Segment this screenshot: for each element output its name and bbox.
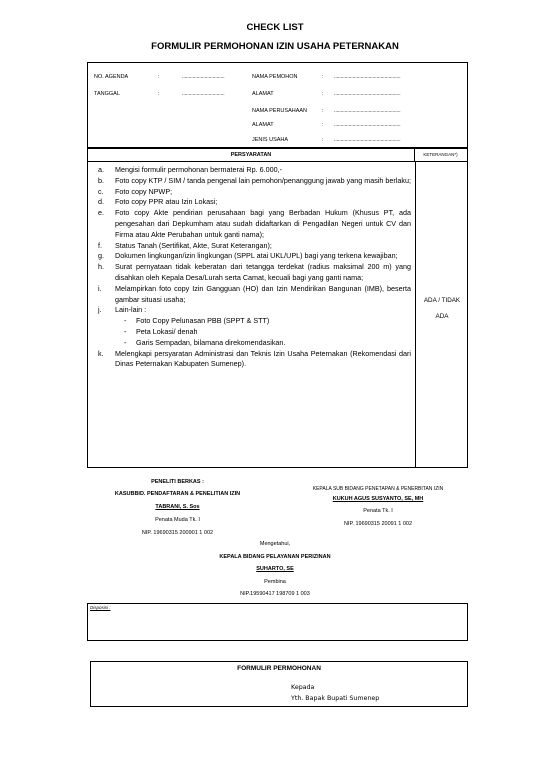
company-address-colon: :	[322, 122, 324, 128]
requirement-item	[98, 349, 411, 371]
date-field[interactable]: ................................	[182, 91, 225, 97]
requirement-letter: a.	[98, 165, 104, 174]
business-type-field[interactable]: ..................................................	[334, 137, 401, 143]
requirement-sub-item	[98, 338, 411, 349]
requirement-item	[98, 208, 411, 240]
sub-item-dash: -	[124, 326, 127, 336]
requirement-text: Foto copy NPWP;	[115, 186, 173, 196]
requirement-item	[98, 284, 411, 306]
requirement-letter: d.	[98, 197, 104, 207]
issuance-head-rank: Penata Tk. I	[363, 508, 393, 514]
applicant-address-label: ALAMAT	[252, 91, 274, 97]
sub-item-text: Garis Sempadan, bilamana direkomendasikan.	[136, 337, 286, 347]
requirement-text: Foto copy PPR atau Izin Lokasi;	[115, 197, 218, 207]
requirement-item	[98, 187, 411, 198]
recipient-to: Kepada	[291, 684, 315, 691]
company-name-colon: :	[322, 108, 324, 114]
company-name-field[interactable]: ..................................................	[334, 108, 401, 114]
keterangan-value-2: ADA	[435, 313, 449, 320]
sub-item-dash: -	[124, 316, 127, 326]
requirement-letter: h.	[98, 262, 104, 272]
requirement-letter: f.	[98, 240, 102, 250]
requirement-item	[98, 241, 411, 252]
researcher-nip: NIP. 19690315 200901 1 002	[141, 530, 214, 536]
requirement-letter: c.	[98, 186, 104, 196]
date-colon: :	[158, 91, 160, 97]
company-address-label: ALAMAT	[252, 122, 274, 128]
date-label: TANGGAL	[94, 91, 120, 97]
licensing-head-name: SUHARTO, SE	[256, 566, 294, 572]
requirement-sub-item	[98, 316, 411, 327]
applicant-address-colon: :	[322, 91, 324, 97]
applicant-address-field[interactable]: ..................................................	[334, 91, 401, 97]
requirement-item	[98, 176, 411, 187]
requirement-letter: e.	[98, 208, 104, 218]
requirements-list	[98, 165, 411, 370]
requirement-item	[98, 197, 411, 208]
applicant-name-label: NAMA PEMOHON	[252, 74, 298, 80]
company-address-field[interactable]: ..................................................	[334, 122, 401, 128]
requirement-item	[98, 165, 411, 176]
issuance-head-name: KUKUH AGUS SUSYANTO, SE, MH	[332, 496, 424, 502]
agenda-number-field[interactable]: ................................	[182, 74, 225, 80]
agenda-number-colon: :	[158, 74, 160, 80]
licensing-head-position: KEPALA BIDANG PELAYANAN PERIZINAN	[219, 554, 331, 560]
sub-item-text: Foto Copy Pelunasan PBB (SPPT & STT)	[136, 316, 270, 326]
applicant-name-field[interactable]: ..................................................	[334, 74, 401, 80]
licensing-head-nip: NIP.19590417 198709 1 003	[240, 591, 310, 597]
company-name-label: NAMA PERUSAHAAN	[252, 108, 308, 114]
requirement-text: Mengisi formulir permohonan bermaterai Rp. 6.000,-	[115, 165, 282, 174]
requirement-letter: i.	[98, 283, 102, 293]
sub-item-text: Peta Lokasi/ denah	[136, 326, 198, 336]
agenda-number-label: NO. AGENDA	[94, 74, 129, 80]
requirement-letter: g.	[98, 251, 104, 261]
researcher-role-label: PENELITI BERKAS :	[151, 479, 204, 485]
requirement-letter: k.	[98, 348, 104, 358]
issuance-head-nip: NIP. 19690315 20091 1 002	[343, 521, 413, 527]
approval-label: Mengetahui,	[259, 541, 291, 547]
requirement-text: Foto copy KTP / SIM / tanda pengenal lain pemohon/penanggung jawab yang masih berlaku;	[115, 175, 411, 185]
keterangan-value-1: ADA / TIDAK	[423, 297, 461, 304]
licensing-head-rank: Pembina	[264, 579, 286, 585]
requirement-text: Lain-lain :	[115, 305, 147, 315]
applicant-info-box	[87, 62, 468, 148]
page-title: CHECK LIST	[246, 22, 304, 33]
requirement-text: Status Tanah (Sertifikat, Akte, Surat Keterangan);	[115, 240, 272, 250]
issuance-head-position: KEPALA SUB BIDANG PENETAPAN & PENERBITAN IZIN	[312, 486, 444, 492]
requirement-letter: b.	[98, 175, 104, 185]
requirement-text: Melampirkan foto copy Izin Gangguan (HO) dan Izin Mendirikan Bangunan (IMB), beserta gambar situasi usaha;	[115, 283, 411, 304]
disposition-label: Disposisi :	[90, 605, 111, 610]
recipient-name: Yth. Bapak Bupati Sumenep	[291, 695, 380, 702]
requirement-item	[98, 251, 411, 262]
business-type-label: JENIS USAHA	[252, 137, 289, 143]
requirements-header-row	[88, 149, 467, 162]
requirement-text: Surat pernyataan tidak keberatan dari tetangga terdekat (radius maksimal 200 m) yang disahkan oleh Kepala Desa/Lurah serta Camat, kecuali bagi yang ganti nama;	[115, 262, 411, 282]
requirement-text: Melengkapi persyaratan Administrasi dan Teknis Izin Usaha Peternakan (Rekomendasi dari Dinas Peternakan Kabupaten Sumenep).	[115, 348, 411, 369]
requirement-text: Dokumen lingkungan/izin lingkungan (SPPL atai UKL/UPL) bagi yang terkena kewajiban;	[115, 251, 398, 261]
requirement-item	[98, 262, 411, 284]
business-type-colon: :	[322, 137, 324, 143]
application-form-box	[90, 661, 468, 707]
disposition-box[interactable]	[87, 603, 468, 641]
researcher-name: TABRANI, S. Sos	[155, 504, 200, 510]
requirement-letter: j.	[98, 305, 102, 315]
keterangan-header: KETERANGAN*)	[423, 152, 458, 157]
sub-item-dash: -	[124, 337, 127, 347]
requirement-text: Foto copy Akte pendirian perusahaan bagi yang Berbadan Hukum (Khusus PT, ada pengesahan dari Depkumham atau sudah didaftarkan di Pengadilan Negeri untuk CV dan Firma atau Akte Perubahan untuk ganti nama);	[115, 208, 411, 239]
requirements-table	[87, 148, 468, 468]
application-form-title: FORMULIR PERMOHONAN	[237, 665, 321, 672]
researcher-position: KASUBBID. PENDAFTARAN & PENELITIAN IZIN	[114, 491, 241, 497]
researcher-rank: Penata Muda Tk. I	[155, 517, 200, 523]
requirement-sub-item	[98, 327, 411, 338]
requirement-item	[98, 305, 411, 316]
applicant-name-colon: :	[322, 74, 324, 80]
requirements-header: PERSYARATAN	[88, 149, 415, 161]
page-subtitle: FORMULIR PERMOHONAN IZIN USAHA PETERNAKAN	[151, 41, 399, 52]
